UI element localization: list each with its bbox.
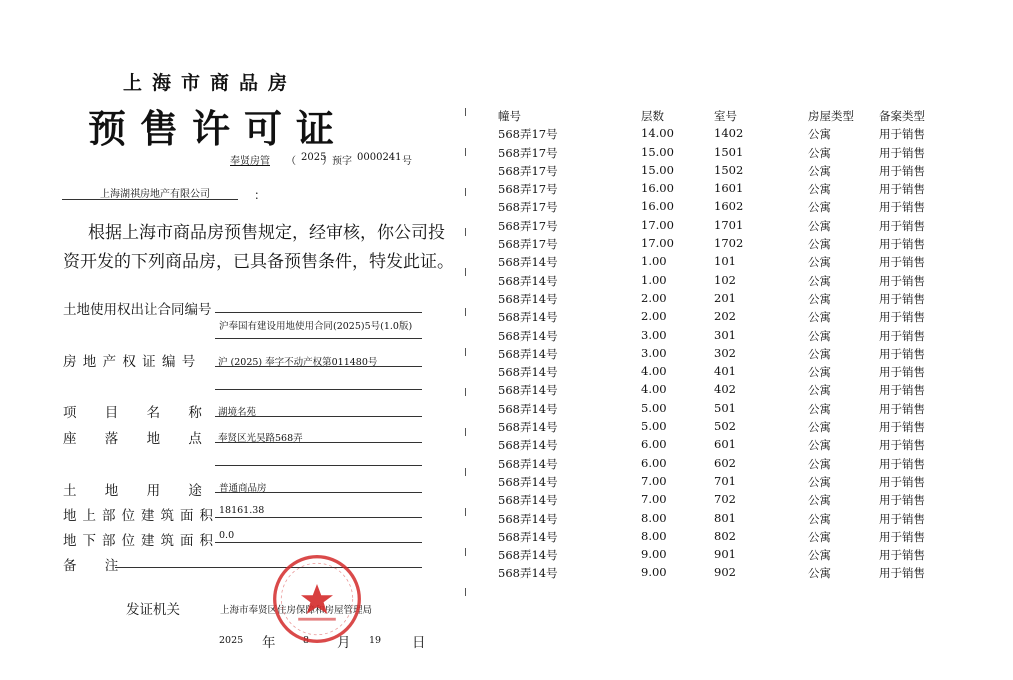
cell-room: 1702: [714, 236, 744, 251]
cell-house-type: 公寓: [808, 474, 831, 489]
cell-room: 601: [714, 437, 736, 452]
cell-floors: 15.00: [641, 162, 674, 177]
cell-filing-type: 用于销售: [879, 438, 925, 453]
land-use-line: [215, 492, 422, 493]
remarks-label: 备 注: [63, 558, 119, 574]
cell-floors: 6.00: [641, 455, 667, 470]
cell-house-type: 公寓: [808, 163, 831, 178]
below-area-label: 地下部位建筑面积: [63, 533, 219, 549]
cell-building: 568弄14号: [498, 548, 558, 563]
cell-filing-type: 用于销售: [879, 163, 925, 178]
cell-building: 568弄14号: [498, 511, 558, 526]
cell-building: 568弄17号: [498, 163, 558, 178]
cell-house-type: 公寓: [808, 456, 831, 471]
cell-room: 602: [714, 455, 736, 470]
location-value: 奉贤区光昊路568弄: [218, 433, 303, 444]
cell-room: 101: [714, 254, 736, 269]
cell-building: 568弄14号: [498, 310, 558, 325]
remarks-line: [115, 567, 422, 568]
cell-room: 201: [714, 290, 736, 305]
land-use-value: 普通商品房: [219, 483, 267, 494]
cell-floors: 3.00: [641, 327, 667, 342]
cell-room: 801: [714, 510, 736, 525]
cell-filing-type: 用于销售: [879, 200, 925, 215]
cell-room: 301: [714, 327, 736, 342]
issuing-authority-value: 上海市奉贤区住房保障和房屋管理局: [220, 605, 373, 616]
cell-floors: 15.00: [641, 144, 674, 159]
date-day: 19: [369, 635, 382, 646]
cell-room: 1502: [714, 162, 744, 177]
cell-room: 502: [714, 419, 736, 434]
property-cert-value: 沪 (2025) 奉字不动产权第011480号: [218, 357, 378, 368]
cell-room: 401: [714, 364, 736, 379]
cell-building: 568弄14号: [498, 474, 558, 489]
above-area-line: [215, 517, 422, 518]
cell-building: 568弄14号: [498, 401, 558, 416]
cell-building: 568弄14号: [498, 493, 558, 508]
cell-building: 568弄14号: [498, 566, 558, 581]
certificate-year: 2025: [301, 152, 327, 163]
header-filing-type: 备案类型: [879, 109, 925, 123]
cell-filing-type: 用于销售: [879, 474, 925, 489]
cell-building: 568弄14号: [498, 346, 558, 361]
cell-room: 1402: [714, 126, 744, 141]
cell-floors: 5.00: [641, 400, 667, 415]
cell-room: 501: [714, 400, 736, 415]
cell-house-type: 公寓: [808, 200, 831, 215]
cell-house-type: 公寓: [808, 218, 831, 233]
cell-room: 902: [714, 565, 736, 580]
cell-floors: 9.00: [641, 565, 667, 580]
cell-filing-type: 用于销售: [879, 420, 925, 435]
cell-house-type: 公寓: [808, 365, 831, 380]
project-label: 项 目 名 称: [63, 405, 202, 421]
cell-room: 1701: [714, 217, 744, 232]
cell-filing-type: 用于销售: [879, 237, 925, 252]
above-area-value: 18161.38: [219, 505, 265, 516]
issuing-authority-label: 发证机关: [126, 602, 180, 618]
cell-filing-type: 用于销售: [879, 218, 925, 233]
cell-floors: 2.00: [641, 290, 667, 305]
cell-house-type: 公寓: [808, 237, 831, 252]
cell-house-type: 公寓: [808, 145, 831, 160]
page-separator: [465, 108, 466, 608]
cell-building: 568弄17号: [498, 145, 558, 160]
issuer-prefix: 奉贤房管: [230, 156, 270, 167]
cell-floors: 17.00: [641, 236, 674, 251]
cell-building: 568弄14号: [498, 529, 558, 544]
cell-house-type: 公寓: [808, 346, 831, 361]
intro-line1: 根据上海市商品房预售规定，经审核，你公司投: [88, 223, 445, 243]
cell-floors: 7.00: [641, 473, 667, 488]
cell-filing-type: 用于销售: [879, 310, 925, 325]
cell-filing-type: 用于销售: [879, 456, 925, 471]
cell-floors: 5.00: [641, 419, 667, 434]
number-suffix: 号: [402, 156, 412, 167]
land-contract-line1: [215, 312, 422, 313]
location-label: 座 落 地 点: [63, 431, 202, 447]
cell-floors: 8.00: [641, 510, 667, 525]
cell-floors: 16.00: [641, 181, 674, 196]
project-value: 湖境名苑: [218, 407, 257, 418]
date-year: 2025: [219, 635, 244, 646]
cell-building: 568弄17号: [498, 127, 558, 142]
cell-floors: 16.00: [641, 199, 674, 214]
cell-building: 568弄14号: [498, 255, 558, 270]
cell-filing-type: 用于销售: [879, 291, 925, 306]
official-seal: [270, 552, 364, 646]
cell-room: 302: [714, 345, 736, 360]
cell-house-type: 公寓: [808, 255, 831, 270]
cell-room: 802: [714, 528, 736, 543]
cell-filing-type: 用于销售: [879, 273, 925, 288]
cell-filing-type: 用于销售: [879, 401, 925, 416]
cell-house-type: 公寓: [808, 401, 831, 416]
cell-room: 202: [714, 309, 736, 324]
header-floors: 层数: [641, 109, 664, 123]
date-month-unit: 月: [337, 635, 351, 651]
cell-house-type: 公寓: [808, 328, 831, 343]
land-use-label: 土 地 用 途: [63, 483, 202, 499]
cell-room: 702: [714, 492, 736, 507]
cell-house-type: 公寓: [808, 493, 831, 508]
cell-building: 568弄14号: [498, 456, 558, 471]
cell-house-type: 公寓: [808, 529, 831, 544]
cell-filing-type: 用于销售: [879, 383, 925, 398]
cell-floors: 4.00: [641, 382, 667, 397]
cell-building: 568弄14号: [498, 420, 558, 435]
cell-floors: 8.00: [641, 528, 667, 543]
cell-house-type: 公寓: [808, 273, 831, 288]
cell-building: 568弄17号: [498, 200, 558, 215]
land-contract-label: 土地使用权出让合同编号: [63, 302, 212, 318]
cell-room: 402: [714, 382, 736, 397]
cell-house-type: 公寓: [808, 438, 831, 453]
cell-filing-type: 用于销售: [879, 127, 925, 142]
location-line1: [215, 442, 422, 443]
cell-filing-type: 用于销售: [879, 529, 925, 544]
project-line: [215, 416, 422, 417]
cell-house-type: 公寓: [808, 511, 831, 526]
cell-floors: 7.00: [641, 492, 667, 507]
below-area-line: [215, 542, 422, 543]
cell-floors: 3.00: [641, 345, 667, 360]
certificate-number: 0000241: [357, 152, 402, 163]
property-cert-line1: [215, 366, 422, 367]
cell-filing-type: 用于销售: [879, 328, 925, 343]
cell-floors: 6.00: [641, 437, 667, 452]
cell-house-type: 公寓: [808, 383, 831, 398]
above-area-label: 地上部位建筑面积: [63, 508, 219, 524]
cell-room: 1501: [714, 144, 744, 159]
land-contract-value: 沪奉国有建设用地使用合同(2025)5号(1.0版): [219, 321, 413, 332]
company-name: 上海湖祺房地产有限公司: [100, 189, 210, 200]
certificate-title-line1: 上海市商品房: [122, 72, 297, 94]
cell-floors: 1.00: [641, 272, 667, 287]
cell-building: 568弄14号: [498, 365, 558, 380]
cell-building: 568弄17号: [498, 237, 558, 252]
cell-room: 102: [714, 272, 736, 287]
cell-building: 568弄14号: [498, 383, 558, 398]
company-underline: [62, 199, 238, 200]
cell-house-type: 公寓: [808, 182, 831, 197]
paren-close: ）预字: [322, 156, 352, 167]
cell-filing-type: 用于销售: [879, 182, 925, 197]
cell-filing-type: 用于销售: [879, 346, 925, 361]
header-building: 幢号: [498, 109, 521, 123]
cell-building: 568弄17号: [498, 182, 558, 197]
cell-floors: 1.00: [641, 254, 667, 269]
cell-floors: 9.00: [641, 547, 667, 562]
intro-line2: 资开发的下列商品房，已具备预售条件，特发此证。: [63, 252, 454, 272]
cell-filing-type: 用于销售: [879, 145, 925, 160]
certificate-title-line2: 预售许可证: [87, 106, 348, 151]
cell-house-type: 公寓: [808, 291, 831, 306]
cell-building: 568弄14号: [498, 291, 558, 306]
cell-floors: 14.00: [641, 126, 674, 141]
cell-building: 568弄17号: [498, 218, 558, 233]
land-contract-line2: [215, 338, 422, 339]
header-room: 室号: [714, 109, 737, 123]
cell-house-type: 公寓: [808, 310, 831, 325]
date-day-unit: 日: [412, 635, 426, 651]
cell-filing-type: 用于销售: [879, 255, 925, 270]
cell-house-type: 公寓: [808, 420, 831, 435]
cell-house-type: 公寓: [808, 566, 831, 581]
cell-filing-type: 用于销售: [879, 548, 925, 563]
cell-house-type: 公寓: [808, 127, 831, 142]
property-cert-label: 房 地 产 权 证 编 号: [63, 354, 197, 370]
paren-open: （: [286, 156, 296, 167]
cell-floors: 4.00: [641, 364, 667, 379]
property-cert-line2: [215, 389, 422, 390]
date-year-unit: 年: [262, 635, 276, 651]
cell-house-type: 公寓: [808, 548, 831, 563]
cell-filing-type: 用于销售: [879, 365, 925, 380]
cell-room: 901: [714, 547, 736, 562]
cell-building: 568弄14号: [498, 438, 558, 453]
header-house-type: 房屋类型: [808, 109, 854, 123]
cell-building: 568弄14号: [498, 328, 558, 343]
cell-filing-type: 用于销售: [879, 493, 925, 508]
company-colon: ：: [254, 188, 267, 202]
cell-filing-type: 用于销售: [879, 511, 925, 526]
cell-room: 701: [714, 473, 736, 488]
below-area-value: 0.0: [219, 530, 235, 541]
cell-building: 568弄14号: [498, 273, 558, 288]
cell-room: 1601: [714, 181, 744, 196]
date-month: 8: [303, 635, 310, 646]
cell-floors: 17.00: [641, 217, 674, 232]
cell-floors: 2.00: [641, 309, 667, 324]
location-line2: [215, 465, 422, 466]
cell-room: 1602: [714, 199, 744, 214]
cell-filing-type: 用于销售: [879, 566, 925, 581]
